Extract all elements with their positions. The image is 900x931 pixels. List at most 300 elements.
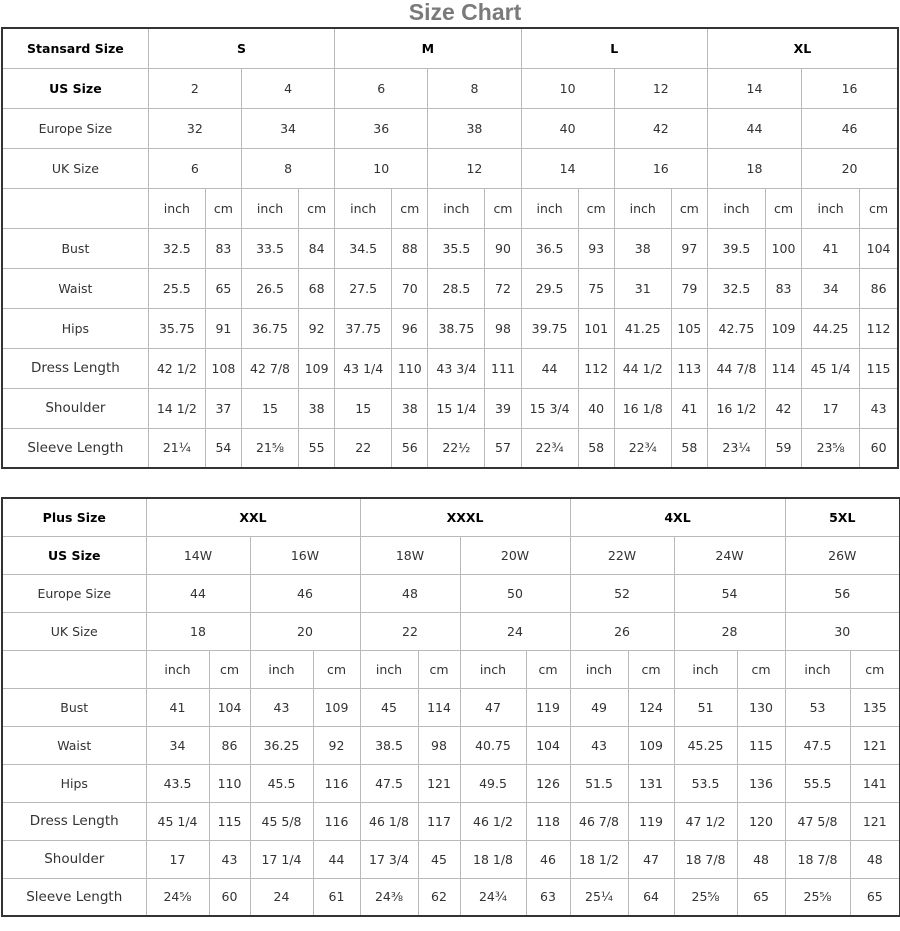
- measurement-value: 22½: [428, 428, 485, 468]
- measurement-value: 104: [209, 688, 250, 726]
- measurement-value: 112: [860, 308, 898, 348]
- unit-label: cm: [860, 188, 898, 228]
- measurement-value: 86: [860, 268, 898, 308]
- measurement-row: [2, 726, 900, 764]
- measurement-value: 41.25: [614, 308, 671, 348]
- size-row: [2, 536, 900, 574]
- size-row: [2, 68, 898, 108]
- measurement-value: 46 1/2: [460, 802, 526, 840]
- measurement-value: 46 1/8: [360, 802, 418, 840]
- unit-label: cm: [485, 188, 521, 228]
- measurement-value: 38.5: [360, 726, 418, 764]
- measurement-value: 51: [674, 688, 737, 726]
- size-group-header: S: [148, 28, 334, 68]
- unit-label: cm: [418, 650, 460, 688]
- measurement-value: 115: [860, 348, 898, 388]
- unit-label: cm: [526, 650, 570, 688]
- size-value: 34: [241, 108, 334, 148]
- measurement-value: 36.5: [521, 228, 578, 268]
- measurement-value: 41: [671, 388, 707, 428]
- measurement-row: [2, 764, 900, 802]
- measurement-value: 45: [418, 840, 460, 878]
- measurement-value: 40: [578, 388, 614, 428]
- measurement-value: 114: [766, 348, 802, 388]
- measurement-value: 92: [313, 726, 360, 764]
- measurement-value: 39: [485, 388, 521, 428]
- measurement-value: 34: [146, 726, 209, 764]
- measurement-value: 83: [766, 268, 802, 308]
- measurement-value: 116: [313, 764, 360, 802]
- measurement-value: 22: [335, 428, 392, 468]
- measurement-value: 57: [485, 428, 521, 468]
- unit-label: inch: [241, 188, 298, 228]
- size-value: 52: [570, 574, 674, 612]
- row-label: Dress Length: [2, 802, 146, 840]
- measurement-value: 17: [146, 840, 209, 878]
- measurement-value: 135: [850, 688, 900, 726]
- measurement-value: 21⅝: [241, 428, 298, 468]
- size-row: [2, 612, 900, 650]
- measurement-value: 26.5: [241, 268, 298, 308]
- measurement-value: 46: [526, 840, 570, 878]
- measurement-value: 36.75: [241, 308, 298, 348]
- unit-label: cm: [578, 188, 614, 228]
- measurement-value: 44: [313, 840, 360, 878]
- size-value: 28: [674, 612, 785, 650]
- page-title: Size Chart: [408, 0, 522, 25]
- size-value: 10: [335, 148, 428, 188]
- row-label: US Size: [2, 68, 148, 108]
- measurement-value: 18 1/2: [570, 840, 628, 878]
- measurement-value: 46 7/8: [570, 802, 628, 840]
- size-value: 48: [360, 574, 460, 612]
- measurement-value: 25⅝: [785, 878, 850, 916]
- measurement-value: 24: [250, 878, 313, 916]
- size-value: 30: [785, 612, 900, 650]
- measurement-value: 96: [392, 308, 428, 348]
- measurement-value: 22¾: [521, 428, 578, 468]
- measurement-value: 42.75: [707, 308, 765, 348]
- measurement-value: 38.75: [428, 308, 485, 348]
- measurement-value: 23⅝: [802, 428, 860, 468]
- size-value: 24: [460, 612, 570, 650]
- row-label: Europe Size: [2, 574, 146, 612]
- measurement-value: 141: [850, 764, 900, 802]
- measurement-value: 98: [418, 726, 460, 764]
- measurement-value: 14 1/2: [148, 388, 205, 428]
- measurement-value: 61: [313, 878, 360, 916]
- measurement-value: 34.5: [335, 228, 392, 268]
- measurement-value: 91: [205, 308, 241, 348]
- measurement-value: 88: [392, 228, 428, 268]
- measurement-value: 32.5: [148, 228, 205, 268]
- unit-label: cm: [766, 188, 802, 228]
- unit-label: inch: [521, 188, 578, 228]
- measurement-value: 25⅝: [674, 878, 737, 916]
- measurement-value: 70: [392, 268, 428, 308]
- measurement-value: 40.75: [460, 726, 526, 764]
- measurement-value: 115: [209, 802, 250, 840]
- size-group-header: 5XL: [785, 498, 900, 536]
- measurement-value: 65: [850, 878, 900, 916]
- measurement-value: 75: [578, 268, 614, 308]
- measurement-value: 43 3/4: [428, 348, 485, 388]
- row-label: Bust: [2, 688, 146, 726]
- blank-cell: [2, 650, 146, 688]
- measurement-value: 32.5: [707, 268, 765, 308]
- measurement-value: 104: [860, 228, 898, 268]
- size-value: 26: [570, 612, 674, 650]
- measurement-value: 42 1/2: [148, 348, 205, 388]
- measurement-value: 100: [766, 228, 802, 268]
- measurement-value: 38: [614, 228, 671, 268]
- measurement-value: 36.25: [250, 726, 313, 764]
- measurement-value: 45: [360, 688, 418, 726]
- unit-label: inch: [707, 188, 765, 228]
- measurement-value: 131: [628, 764, 674, 802]
- unit-label: inch: [785, 650, 850, 688]
- unit-label: cm: [850, 650, 900, 688]
- measurement-value: 62: [418, 878, 460, 916]
- measurement-value: 115: [737, 726, 785, 764]
- measurement-value: 55.5: [785, 764, 850, 802]
- measurement-value: 45 1/4: [802, 348, 860, 388]
- measurement-row: [2, 348, 898, 388]
- measurement-value: 119: [526, 688, 570, 726]
- measurement-value: 97: [671, 228, 707, 268]
- measurement-value: 63: [526, 878, 570, 916]
- measurement-value: 27.5: [335, 268, 392, 308]
- measurement-value: 109: [628, 726, 674, 764]
- measurement-value: 48: [850, 840, 900, 878]
- measurement-value: 43 1/4: [335, 348, 392, 388]
- row-label: Sleeve Length: [2, 428, 148, 468]
- measurement-value: 109: [299, 348, 335, 388]
- measurement-value: 49.5: [460, 764, 526, 802]
- measurement-value: 21¼: [148, 428, 205, 468]
- measurement-value: 42: [766, 388, 802, 428]
- row-label: Waist: [2, 726, 146, 764]
- measurement-value: 43: [209, 840, 250, 878]
- measurement-value: 24⅝: [146, 878, 209, 916]
- measurement-value: 60: [860, 428, 898, 468]
- size-value: 24W: [674, 536, 785, 574]
- measurement-value: 15: [335, 388, 392, 428]
- measurement-value: 24¾: [460, 878, 526, 916]
- measurement-value: 15 3/4: [521, 388, 578, 428]
- size-value: 6: [335, 68, 428, 108]
- measurement-value: 130: [737, 688, 785, 726]
- measurement-value: 15: [241, 388, 298, 428]
- measurement-value: 39.5: [707, 228, 765, 268]
- measurement-value: 41: [802, 228, 860, 268]
- measurement-value: 33.5: [241, 228, 298, 268]
- size-value: 14: [707, 68, 801, 108]
- measurement-value: 17 1/4: [250, 840, 313, 878]
- measurement-value: 119: [628, 802, 674, 840]
- size-group-header: M: [335, 28, 521, 68]
- measurement-value: 121: [418, 764, 460, 802]
- measurement-value: 23¼: [707, 428, 765, 468]
- unit-label: inch: [674, 650, 737, 688]
- measurement-value: 49: [570, 688, 628, 726]
- measurement-value: 47: [460, 688, 526, 726]
- measurement-value: 136: [737, 764, 785, 802]
- size-value: 12: [614, 68, 707, 108]
- blank-cell: [2, 188, 148, 228]
- size-value: 16: [802, 68, 898, 108]
- unit-label: inch: [148, 188, 205, 228]
- units-row: [2, 650, 900, 688]
- unit-label: inch: [570, 650, 628, 688]
- size-value: 22W: [570, 536, 674, 574]
- measurement-value: 109: [313, 688, 360, 726]
- measurement-value: 72: [485, 268, 521, 308]
- measurement-value: 59: [766, 428, 802, 468]
- measurement-value: 84: [299, 228, 335, 268]
- row-label: UK Size: [2, 612, 146, 650]
- measurement-value: 121: [850, 802, 900, 840]
- unit-label: cm: [205, 188, 241, 228]
- measurement-value: 34: [802, 268, 860, 308]
- row-label: Dress Length: [2, 348, 148, 388]
- unit-label: inch: [428, 188, 485, 228]
- measurement-value: 17 3/4: [360, 840, 418, 878]
- measurement-value: 18 7/8: [674, 840, 737, 878]
- measurement-value: 120: [737, 802, 785, 840]
- size-group-header: XL: [707, 28, 898, 68]
- measurement-value: 47 5/8: [785, 802, 850, 840]
- measurement-value: 45 5/8: [250, 802, 313, 840]
- measurement-value: 113: [671, 348, 707, 388]
- unit-label: cm: [209, 650, 250, 688]
- size-value: 22: [360, 612, 460, 650]
- size-value: 6: [148, 148, 241, 188]
- row-label: Europe Size: [2, 108, 148, 148]
- size-value: 40: [521, 108, 614, 148]
- unit-label: inch: [460, 650, 526, 688]
- standard-size-table: [1, 27, 899, 469]
- measurement-value: 93: [578, 228, 614, 268]
- measurement-value: 58: [671, 428, 707, 468]
- measurement-value: 43: [570, 726, 628, 764]
- units-row: [2, 188, 898, 228]
- size-value: 36: [335, 108, 428, 148]
- measurement-value: 44.25: [802, 308, 860, 348]
- measurement-value: 18 7/8: [785, 840, 850, 878]
- measurement-value: 55: [299, 428, 335, 468]
- size-group-header: XXXL: [360, 498, 570, 536]
- measurement-value: 116: [313, 802, 360, 840]
- measurement-value: 35.75: [148, 308, 205, 348]
- unit-label: inch: [360, 650, 418, 688]
- measurement-value: 29.5: [521, 268, 578, 308]
- measurement-value: 56: [392, 428, 428, 468]
- size-value: 38: [428, 108, 521, 148]
- size-value: 18: [146, 612, 250, 650]
- measurement-value: 64: [628, 878, 674, 916]
- size-value: 56: [785, 574, 900, 612]
- measurement-value: 101: [578, 308, 614, 348]
- measurement-value: 25¼: [570, 878, 628, 916]
- size-value: 14W: [146, 536, 250, 574]
- size-value: 20W: [460, 536, 570, 574]
- size-value: 50: [460, 574, 570, 612]
- measurement-value: 104: [526, 726, 570, 764]
- measurement-value: 17: [802, 388, 860, 428]
- measurement-value: 53: [785, 688, 850, 726]
- row-label: Hips: [2, 764, 146, 802]
- measurement-value: 42 7/8: [241, 348, 298, 388]
- measurement-value: 60: [209, 878, 250, 916]
- row-label: Waist: [2, 268, 148, 308]
- measurement-value: 47: [628, 840, 674, 878]
- measurement-value: 15 1/4: [428, 388, 485, 428]
- measurement-value: 44 7/8: [707, 348, 765, 388]
- standard-size-body: [2, 28, 898, 468]
- size-value: 8: [428, 68, 521, 108]
- measurement-value: 108: [205, 348, 241, 388]
- unit-label: inch: [250, 650, 313, 688]
- unit-label: cm: [671, 188, 707, 228]
- measurement-value: 83: [205, 228, 241, 268]
- measurement-value: 43: [250, 688, 313, 726]
- measurement-value: 112: [578, 348, 614, 388]
- measurement-value: 126: [526, 764, 570, 802]
- measurement-row: [2, 228, 898, 268]
- size-value: 46: [250, 574, 360, 612]
- size-value: 42: [614, 108, 707, 148]
- measurement-value: 47.5: [360, 764, 418, 802]
- unit-label: cm: [299, 188, 335, 228]
- measurement-value: 43.5: [146, 764, 209, 802]
- measurement-value: 111: [485, 348, 521, 388]
- measurement-row: [2, 802, 900, 840]
- plus-size-body: [2, 498, 900, 916]
- measurement-value: 16 1/8: [614, 388, 671, 428]
- size-row: [2, 148, 898, 188]
- measurement-value: 39.75: [521, 308, 578, 348]
- measurement-value: 90: [485, 228, 521, 268]
- measurement-value: 48: [737, 840, 785, 878]
- row-label: Hips: [2, 308, 148, 348]
- measurement-value: 98: [485, 308, 521, 348]
- measurement-value: 65: [737, 878, 785, 916]
- size-row: [2, 574, 900, 612]
- size-group-header: XXL: [146, 498, 360, 536]
- unit-label: inch: [335, 188, 392, 228]
- unit-label: cm: [737, 650, 785, 688]
- measurement-value: 114: [418, 688, 460, 726]
- size-value: 54: [674, 574, 785, 612]
- measurement-value: 45 1/4: [146, 802, 209, 840]
- measurement-value: 109: [766, 308, 802, 348]
- measurement-value: 45.25: [674, 726, 737, 764]
- measurement-value: 117: [418, 802, 460, 840]
- measurement-row: [2, 428, 898, 468]
- row-label: US Size: [2, 536, 146, 574]
- size-value: 44: [146, 574, 250, 612]
- unit-label: inch: [802, 188, 860, 228]
- plus-size-table: [1, 497, 900, 917]
- row-label: Sleeve Length: [2, 878, 146, 916]
- measurement-value: 124: [628, 688, 674, 726]
- measurement-value: 28.5: [428, 268, 485, 308]
- row-label: Bust: [2, 228, 148, 268]
- size-group-header: 4XL: [570, 498, 785, 536]
- measurement-value: 38: [299, 388, 335, 428]
- row-label: UK Size: [2, 148, 148, 188]
- measurement-value: 92: [299, 308, 335, 348]
- size-group-header: L: [521, 28, 707, 68]
- unit-label: cm: [392, 188, 428, 228]
- size-value: 2: [148, 68, 241, 108]
- measurement-value: 44: [521, 348, 578, 388]
- size-value: 46: [802, 108, 898, 148]
- measurement-value: 45.5: [250, 764, 313, 802]
- size-value: 8: [241, 148, 334, 188]
- size-value: 18W: [360, 536, 460, 574]
- unit-label: inch: [614, 188, 671, 228]
- measurement-value: 54: [205, 428, 241, 468]
- measurement-value: 22¾: [614, 428, 671, 468]
- measurement-value: 47.5: [785, 726, 850, 764]
- size-value: 16W: [250, 536, 360, 574]
- measurement-row: [2, 268, 898, 308]
- size-value: 18: [707, 148, 801, 188]
- unit-label: cm: [313, 650, 360, 688]
- header-row: [2, 498, 900, 536]
- measurement-value: 121: [850, 726, 900, 764]
- size-type-label: Plus Size: [2, 498, 146, 536]
- unit-label: cm: [628, 650, 674, 688]
- measurement-value: 86: [209, 726, 250, 764]
- measurement-value: 105: [671, 308, 707, 348]
- size-row: [2, 108, 898, 148]
- measurement-row: [2, 688, 900, 726]
- measurement-value: 44 1/2: [614, 348, 671, 388]
- size-value: 20: [802, 148, 898, 188]
- measurement-value: 37.75: [335, 308, 392, 348]
- size-value: 12: [428, 148, 521, 188]
- measurement-value: 110: [392, 348, 428, 388]
- unit-label: inch: [146, 650, 209, 688]
- measurement-value: 25.5: [148, 268, 205, 308]
- measurement-value: 24⅜: [360, 878, 418, 916]
- size-value: 20: [250, 612, 360, 650]
- size-value: 26W: [785, 536, 900, 574]
- size-value: 16: [614, 148, 707, 188]
- header-row: [2, 28, 898, 68]
- size-value: 4: [241, 68, 334, 108]
- size-value: 10: [521, 68, 614, 108]
- measurement-value: 16 1/2: [707, 388, 765, 428]
- measurement-value: 68: [299, 268, 335, 308]
- row-label: Shoulder: [2, 840, 146, 878]
- measurement-value: 47 1/2: [674, 802, 737, 840]
- measurement-value: 31: [614, 268, 671, 308]
- measurement-value: 110: [209, 764, 250, 802]
- measurement-row: [2, 840, 900, 878]
- measurement-row: [2, 878, 900, 916]
- measurement-value: 53.5: [674, 764, 737, 802]
- measurement-row: [2, 308, 898, 348]
- measurement-value: 43: [860, 388, 898, 428]
- measurement-row: [2, 388, 898, 428]
- measurement-value: 65: [205, 268, 241, 308]
- size-value: 44: [707, 108, 801, 148]
- measurement-value: 41: [146, 688, 209, 726]
